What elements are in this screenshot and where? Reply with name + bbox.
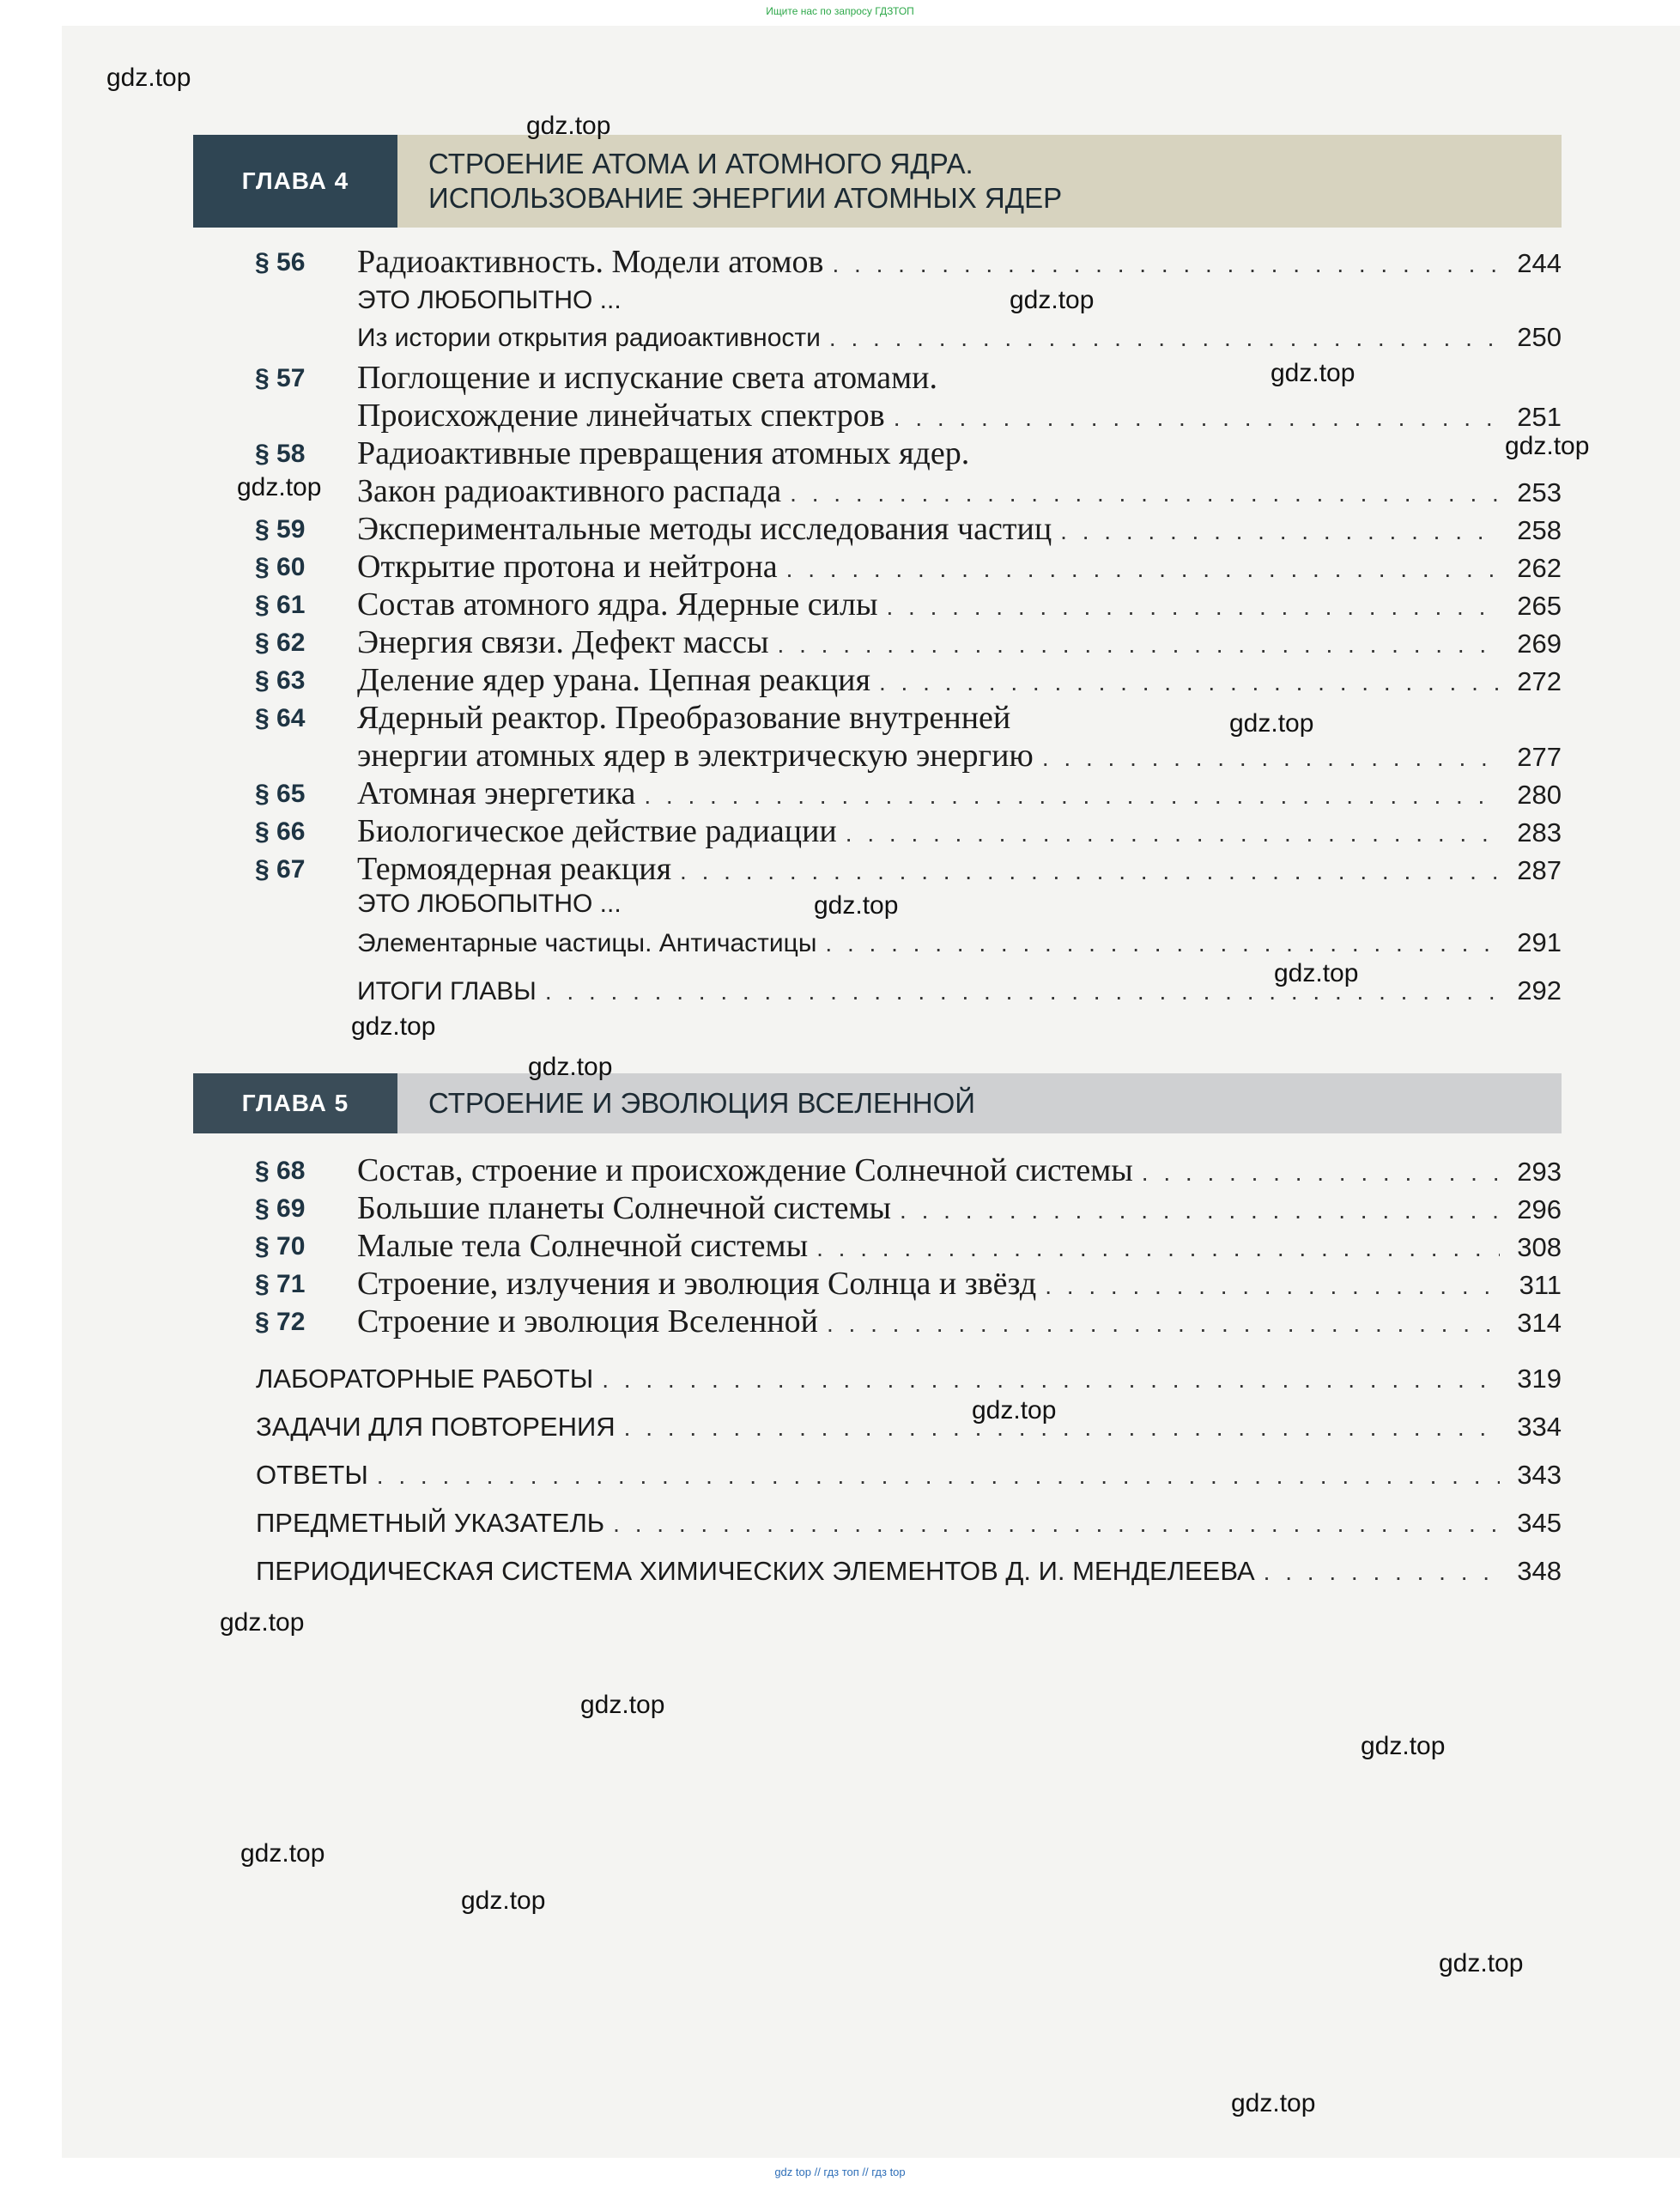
toc-entry-title: ЗАДАЧИ ДЛЯ ПОВТОРЕНИЯ [256, 1412, 616, 1442]
page-number: 251 [1517, 402, 1562, 432]
page-number: 272 [1517, 666, 1562, 696]
toc-entry[interactable] [357, 548, 1562, 586]
page-number: 269 [1517, 629, 1562, 659]
toc-entry[interactable] [357, 661, 1562, 699]
toc-entry[interactable] [357, 1227, 1562, 1265]
toc-entry[interactable] [357, 812, 1562, 850]
watermark-text: gdz.top [1231, 2089, 1316, 2117]
dot-leader [1060, 518, 1500, 545]
page-number: 262 [1517, 553, 1562, 583]
page-number: 311 [1519, 1270, 1562, 1300]
page-number: 283 [1517, 817, 1562, 847]
section-number: § 71 [255, 1270, 306, 1298]
toc-entry[interactable] [357, 1189, 1562, 1227]
toc-entry-title: Из истории открытия радиоактивности [357, 324, 821, 352]
toc-entry[interactable] [357, 434, 1562, 472]
toc-entry-title: Деление ядер урана. Цепная реакция [357, 662, 870, 698]
page-number: 258 [1517, 515, 1562, 545]
toc-entry[interactable] [357, 586, 1562, 623]
page-number: 292 [1517, 975, 1562, 1005]
watermark-text: gdz.top [1274, 959, 1359, 987]
section-number: § 65 [255, 780, 306, 808]
toc-entry[interactable] [357, 775, 1562, 812]
dot-leader [786, 556, 1500, 583]
dot-leader [624, 1414, 1500, 1442]
dot-leader [377, 1462, 1500, 1490]
toc-entry[interactable] [357, 322, 1562, 353]
toc-entry-title: Радиоактивные превращения атомных ядер. [357, 435, 970, 471]
toc-entry-title: энергии атомных ядер в электрическую энергию [357, 738, 1034, 774]
watermark-text: gdz.top [1010, 286, 1095, 314]
page-number: 253 [1517, 477, 1562, 507]
toc-entry-title: Строение и эволюция Вселенной [357, 1303, 818, 1340]
page-number: 308 [1517, 1232, 1562, 1262]
section-number: § 72 [255, 1308, 306, 1336]
page-number: 250 [1517, 322, 1562, 352]
toc-entry-title: Экспериментальные методы исследования частиц [357, 511, 1052, 547]
dot-leader [1045, 1273, 1500, 1300]
dot-leader [894, 404, 1500, 432]
chapter-4-title-line2: ИСПОЛЬЗОВАНИЕ ЭНЕРГИИ АТОМНЫХ ЯДЕР [428, 182, 1063, 214]
chapter-4-title [397, 135, 1562, 228]
toc-entry[interactable] [256, 1556, 1562, 1587]
toc-entry-title: Элементарные частицы. Античастицы [357, 929, 817, 957]
toc-entry-title: Термоядерная реакция [357, 851, 672, 887]
toc-entry-title: Строение, излучения и эволюция Солнца и звёзд [357, 1266, 1037, 1302]
toc-entry-title: ПЕРИОДИЧЕСКАЯ СИСТЕМА ХИМИЧЕСКИХ ЭЛЕМЕНТОВ Д. И. МЕНДЕЛЕЕВА [256, 1556, 1255, 1586]
page-number: 280 [1517, 780, 1562, 810]
toc-entry[interactable] [357, 890, 1562, 919]
toc-entry-title: Происхождение линейчатых спектров [357, 398, 885, 434]
page-number: 293 [1517, 1157, 1562, 1187]
toc-entry-title: Большие планеты Солнечной системы [357, 1190, 892, 1226]
dot-leader [816, 1235, 1500, 1262]
toc-entry[interactable] [357, 699, 1562, 737]
page-number: 319 [1517, 1364, 1562, 1394]
toc-entry-title: Состав атомного ядра. Ядерные силы [357, 586, 878, 623]
watermark-text: gdz.top [220, 1608, 305, 1637]
page-number: 277 [1517, 742, 1562, 772]
toc-entry-title: Ядерный реактор. Преобразование внутренней [357, 700, 1011, 736]
page-number: 291 [1517, 927, 1562, 957]
dot-leader [1042, 744, 1500, 772]
toc-entry[interactable] [357, 472, 1562, 510]
watermark-text: gdz.top [106, 64, 191, 92]
watermark-text: gdz.top [461, 1886, 546, 1915]
chapter-4-header [193, 135, 1562, 228]
page-number: 348 [1517, 1556, 1562, 1586]
dot-leader [825, 930, 1500, 957]
watermark-text: gdz.top [240, 1839, 325, 1868]
toc-entry[interactable] [357, 397, 1562, 434]
toc-entry[interactable] [256, 1364, 1562, 1394]
section-number: § 67 [255, 855, 306, 884]
page-number: 345 [1517, 1508, 1562, 1538]
section-number: § 66 [255, 817, 306, 846]
toc-entry-title: ЛАБОРАТОРНЫЕ РАБОТЫ [256, 1364, 594, 1394]
section-number: § 58 [255, 440, 306, 468]
toc-entry[interactable] [357, 623, 1562, 661]
section-number: § 69 [255, 1194, 306, 1223]
toc-entry-title: Биологическое действие радиации [357, 813, 837, 849]
dot-leader [879, 669, 1500, 696]
toc-entry-title: ОТВЕТЫ [256, 1460, 368, 1490]
toc-entry-title: ПРЕДМЕТНЫЙ УКАЗАТЕЛЬ [256, 1508, 605, 1538]
toc-entry-title: Закон радиоактивного распада [357, 473, 782, 509]
dot-leader [680, 858, 1500, 885]
dot-leader [1264, 1558, 1500, 1586]
toc-entry[interactable] [357, 927, 1562, 958]
toc-entry-title: ЭТО ЛЮБОПЫТНО ... [357, 286, 622, 314]
section-number: § 68 [255, 1157, 306, 1185]
page-number: 334 [1517, 1412, 1562, 1442]
dot-leader [790, 480, 1500, 507]
dot-leader [602, 1366, 1500, 1394]
toc-entry-title: Открытие протона и нейтрона [357, 549, 778, 585]
chapter-4-title-line1: СТРОЕНИЕ АТОМА И АТОМНОГО ЯДРА. [428, 148, 973, 179]
dot-leader [886, 593, 1500, 621]
watermark-text: gdz.top [580, 1691, 665, 1719]
chapter-5-header [193, 1073, 1562, 1133]
section-number: § 70 [255, 1232, 306, 1261]
dot-leader [827, 1310, 1500, 1338]
watermark-text: gdz.top [972, 1396, 1057, 1425]
dot-leader [644, 782, 1500, 810]
section-number: § 56 [255, 248, 306, 276]
page-number: 244 [1517, 248, 1562, 278]
toc-entry-title: ИТОГИ ГЛАВЫ [357, 977, 537, 1005]
toc-entry[interactable] [357, 850, 1562, 888]
chapter-5-label: ГЛАВА 5 [193, 1073, 397, 1133]
toc-entry[interactable] [357, 975, 1562, 1006]
dot-leader [829, 325, 1500, 352]
chapter-5-title: СТРОЕНИЕ И ЭВОЛЮЦИЯ ВСЕЛЕННОЙ [397, 1073, 1562, 1133]
toc-entry-title: Атомная энергетика [357, 775, 636, 811]
section-number: § 60 [255, 553, 306, 581]
section-number: § 63 [255, 666, 306, 695]
bottom-note: gdz top // гдз топ // гдз top [774, 2166, 906, 2178]
watermark-text: gdz.top [1439, 1949, 1524, 1977]
watermark-text: gdz.top [1361, 1732, 1446, 1760]
watermark-text: gdz.top [528, 1053, 613, 1081]
toc-entry[interactable] [357, 286, 1562, 315]
watermark-text: gdz.top [526, 112, 611, 140]
watermark-text: gdz.top [1505, 432, 1590, 460]
section-number: § 64 [255, 704, 306, 732]
section-number: § 57 [255, 364, 306, 392]
watermark-text: gdz.top [1271, 359, 1356, 387]
toc-entry[interactable] [357, 737, 1562, 775]
toc-entry-title: Поглощение и испускание света атомами. [357, 360, 937, 396]
toc-entry-title: Радиоактивность. Модели атомов [357, 244, 824, 280]
toc-entry[interactable] [357, 1303, 1562, 1340]
chapter-4-label: ГЛАВА 4 [193, 135, 397, 228]
dot-leader [613, 1510, 1500, 1538]
toc-entry[interactable] [357, 359, 1562, 397]
page-number: 314 [1517, 1308, 1562, 1338]
toc-entry[interactable] [357, 243, 1562, 281]
dot-leader [778, 631, 1500, 659]
toc-entry-title: Состав, строение и происхождение Солнечной системы [357, 1152, 1133, 1188]
toc-entry[interactable] [256, 1412, 1562, 1443]
section-number: § 61 [255, 591, 306, 619]
toc-entry[interactable] [357, 1151, 1562, 1189]
section-number: § 62 [255, 629, 306, 657]
watermark-text: gdz.top [351, 1012, 436, 1041]
toc-entry[interactable] [256, 1460, 1562, 1491]
top-search-note: Ищите нас по запросу ГДЗТОП [766, 5, 914, 17]
page-number: 343 [1517, 1460, 1562, 1490]
watermark-text: gdz.top [237, 473, 322, 501]
watermark-text: gdz.top [1229, 709, 1314, 738]
toc-entry-title: Малые тела Солнечной системы [357, 1228, 809, 1264]
toc-entry[interactable] [357, 510, 1562, 548]
dot-leader [1142, 1159, 1500, 1187]
toc-entry[interactable] [256, 1508, 1562, 1539]
page-number: 287 [1517, 855, 1562, 885]
watermark-text: gdz.top [814, 891, 899, 920]
dot-leader [846, 820, 1500, 847]
section-number: § 59 [255, 515, 306, 544]
page-number: 265 [1517, 591, 1562, 621]
dot-leader [900, 1197, 1500, 1224]
page-number: 296 [1517, 1194, 1562, 1224]
toc-entry[interactable] [357, 1265, 1562, 1303]
dot-leader [832, 251, 1500, 278]
toc-entry-title: ЭТО ЛЮБОПЫТНО ... [357, 890, 622, 918]
toc-entry-title: Энергия связи. Дефект массы [357, 624, 769, 660]
